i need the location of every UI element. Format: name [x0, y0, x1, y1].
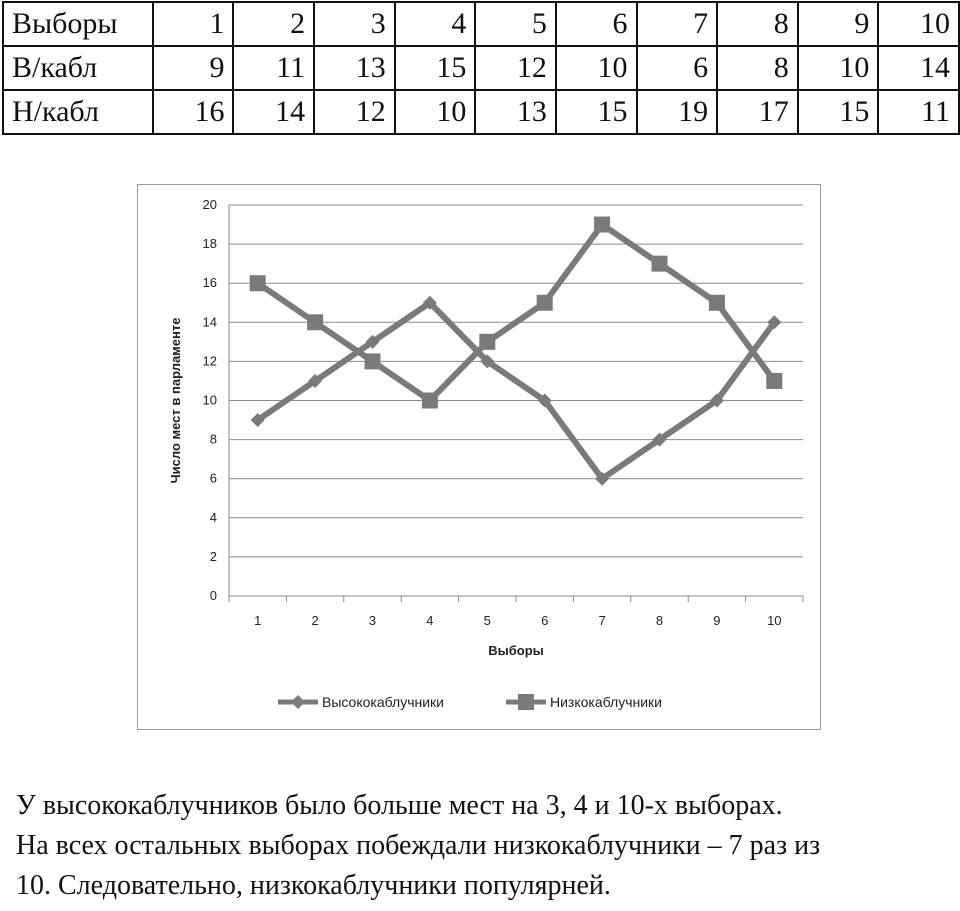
- x-tick-label: 6: [541, 613, 549, 628]
- y-tick-label: 2: [209, 548, 217, 564]
- data-point-2: [422, 393, 438, 409]
- data-point-2: [652, 256, 668, 272]
- x-tick-label: 7: [598, 613, 606, 628]
- table-row-high-heels: [3, 46, 959, 90]
- x-tick-label: 5: [483, 613, 491, 628]
- x-axis-title: Выборы: [488, 643, 544, 658]
- x-tick-label: 10: [767, 613, 782, 628]
- table-row-elections: [3, 2, 959, 46]
- y-axis-title: Число мест в парламенте: [168, 317, 183, 484]
- data-point-2: [594, 217, 610, 233]
- series-line-1: [258, 303, 775, 479]
- table-cell: 15: [798, 90, 879, 134]
- data-point-2: [709, 295, 725, 311]
- table-cell: 8: [717, 46, 798, 90]
- row-header-low-heels: Н/кабл: [3, 90, 153, 134]
- legend-marker: [291, 695, 305, 709]
- table-cell: 12: [475, 46, 556, 90]
- table-cell: 14: [233, 90, 314, 134]
- table-cell: 13: [314, 46, 395, 90]
- election-number: 7: [637, 2, 718, 46]
- data-point-2: [766, 373, 782, 389]
- conclusion-line: 10. Следовательно, низкокаблучники популярней.: [16, 870, 611, 901]
- conclusion-text: [16, 786, 946, 906]
- table-cell: 19: [637, 90, 718, 134]
- chart-canvas: [138, 185, 822, 731]
- y-tick-label: 20: [202, 197, 217, 212]
- x-tick-label: 1: [254, 613, 262, 628]
- x-tick-label: 9: [713, 613, 721, 628]
- y-tick-label: 10: [202, 392, 217, 408]
- y-tick-label: 16: [202, 275, 217, 291]
- election-number: 2: [233, 2, 314, 46]
- y-tick-label: 4: [209, 509, 217, 525]
- table-cell: 11: [878, 90, 959, 134]
- data-point-2: [479, 334, 495, 350]
- table-cell: 12: [314, 90, 395, 134]
- series-line-2: [258, 225, 775, 401]
- legend-label: Низкокаблучники: [550, 694, 662, 710]
- y-tick-label: 8: [209, 431, 217, 447]
- line-chart: [137, 184, 821, 730]
- results-table: [2, 1, 960, 135]
- table-cell: 13: [475, 90, 556, 134]
- table-cell: 10: [556, 46, 637, 90]
- data-point-2: [250, 275, 266, 291]
- table-cell: 11: [233, 46, 314, 90]
- election-number: 1: [153, 2, 234, 46]
- election-number: 9: [798, 2, 879, 46]
- y-tick-label: 0: [209, 588, 217, 603]
- data-point-2: [365, 353, 381, 369]
- y-tick-label: 14: [202, 314, 217, 330]
- legend-marker: [518, 694, 534, 710]
- x-tick-label: 4: [426, 613, 434, 628]
- table-cell: 14: [878, 46, 959, 90]
- table-cell: 15: [556, 90, 637, 134]
- row-header-high-heels: В/кабл: [3, 46, 153, 90]
- election-number: 8: [717, 2, 798, 46]
- election-number: 3: [314, 2, 395, 46]
- election-number: 5: [475, 2, 556, 46]
- y-tick-label: 6: [209, 470, 217, 486]
- data-point-2: [307, 314, 323, 330]
- table-cell: 10: [395, 90, 476, 134]
- table-cell: 16: [153, 90, 234, 134]
- table-cell: 6: [637, 46, 718, 90]
- conclusion-line: На всех остальных выборах побеждали низкокаблучники – 7 раз из: [16, 830, 821, 861]
- x-tick-label: 8: [655, 613, 664, 628]
- data-point-2: [537, 295, 553, 311]
- y-tick-label: 12: [202, 353, 217, 369]
- election-number: 4: [395, 2, 476, 46]
- row-header-elections: Выборы: [3, 2, 153, 46]
- election-number: 6: [556, 2, 637, 46]
- conclusion-line: У высококаблучников было больше мест на 3, 4 и 10-х выборах.: [16, 790, 783, 821]
- table-cell: 17: [717, 90, 798, 134]
- x-tick-label: 2: [311, 613, 319, 628]
- legend-label: Высококаблучники: [322, 694, 444, 710]
- x-tick-label: 3: [368, 613, 377, 628]
- table-cell: 9: [153, 46, 234, 90]
- y-tick-label: 18: [202, 236, 217, 252]
- table-cell: 10: [798, 46, 879, 90]
- table-row-low-heels: [3, 90, 959, 134]
- table-cell: 15: [395, 46, 476, 90]
- election-number: 10: [878, 2, 959, 46]
